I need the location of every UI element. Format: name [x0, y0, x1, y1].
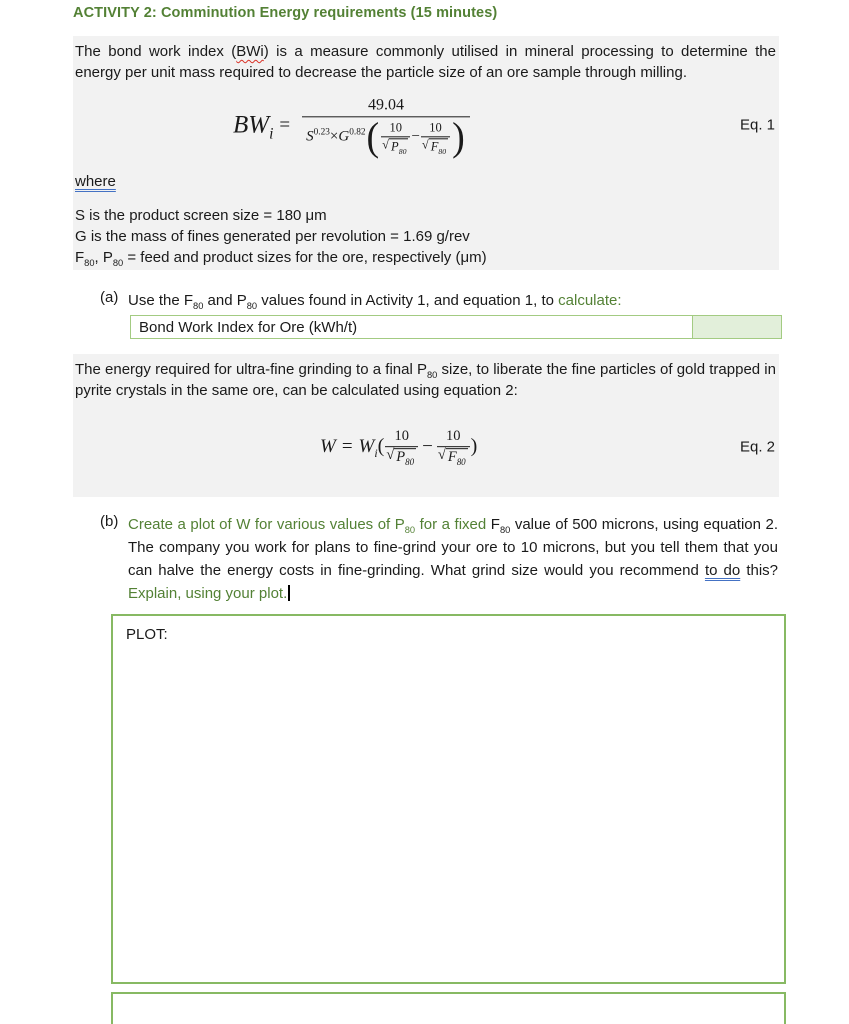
- eq2-left-paren: (: [377, 435, 385, 458]
- item-b: [100, 513, 778, 605]
- definition-f: [75, 247, 779, 268]
- eq1-f-base: F: [430, 139, 439, 154]
- item-b-text: [128, 513, 778, 605]
- para2-p80-sub: 80: [426, 370, 438, 380]
- eq1-numerator: 49.04: [367, 96, 404, 114]
- answer-input-cell[interactable]: [692, 315, 782, 339]
- intro-paragraph: [73, 36, 779, 83]
- eq1-f80-fraction: [421, 120, 450, 156]
- definition-g: G is the mass of fines generated per revolution = 1.69 g/rev: [75, 228, 470, 245]
- item-b-black2: this?: [740, 562, 779, 579]
- definition-s: S is the product screen size = 180 μm: [75, 207, 327, 224]
- eq2-minus: −: [422, 435, 433, 457]
- eq2-p-sub: 80: [405, 457, 415, 468]
- item-a-green-text: calculate:: [558, 292, 622, 309]
- para2-t1: The energy required for ultra-fine grinding to a final P: [75, 361, 427, 378]
- eq2-f80-den: [437, 446, 470, 466]
- def-p-sub: 80: [112, 258, 124, 268]
- eq2-right-paren: ): [470, 435, 478, 458]
- def-f-post: = feed and product sizes for the ore, respectively (μm): [123, 249, 487, 266]
- spellcheck-word-bwi: BWi: [236, 43, 264, 60]
- eq2-f80-fraction: [437, 428, 470, 466]
- def-f-sub: 80: [84, 258, 95, 268]
- def-f-base: F: [75, 249, 85, 266]
- item-a: [100, 289, 778, 312]
- eq1-times: ×: [329, 128, 339, 145]
- eq1-lhs-sub: i: [269, 125, 274, 142]
- equation-1: [233, 96, 470, 160]
- eq1-f80-den: [421, 136, 450, 156]
- eq1-denominator: $S^{0.23}$ × $G^{0.82}$ ( 10 √ $P_{80}$ − 10 √ $F_{80}$ ): [302, 116, 470, 153]
- eq2-f80-num: 10: [446, 428, 461, 445]
- radical-icon: √: [386, 447, 395, 464]
- eq1-minus: −: [411, 128, 420, 145]
- eq1-s-base: S: [306, 128, 314, 145]
- equation-2-row: [73, 401, 779, 493]
- eq1-p-sub: 80: [398, 146, 407, 156]
- where-word: where: [75, 173, 116, 190]
- eq1-p80-den: [381, 136, 410, 156]
- eq1-lhs-base: BW: [233, 111, 270, 138]
- activity-title: ACTIVITY 2: Comminution Energy requirements (15 minutes): [73, 5, 498, 21]
- eq1-equals: =: [279, 114, 291, 135]
- where-heading: [75, 171, 779, 192]
- equation-2: [320, 428, 477, 466]
- radical-icon: √: [382, 137, 390, 152]
- item-b-black1b: value of 500 microns, using equation 2. The company you work for plans to fine-grind your ore to 10 microns, but you tell them that you can halve the energy costs in fine-grinding. What grind size would you recommend: [128, 516, 779, 579]
- para2-t2: size, to liberate the fine particles of gold trapped in pyrite crystals in the same ore, can be calculated using equation 2:: [75, 361, 776, 399]
- eq1-p-base: P: [391, 139, 399, 154]
- eq2-wi-base: W: [358, 435, 375, 457]
- item-a-p80-sub: 80: [246, 301, 258, 311]
- item-a-t1: Use the F: [128, 292, 194, 309]
- plot-label: PLOT:: [126, 626, 168, 643]
- plot-answer-box[interactable]: [111, 614, 786, 984]
- eq2-label: Eq. 2: [739, 438, 775, 456]
- eq2-wi: [359, 436, 378, 458]
- eq2-p80-radicand: [394, 448, 416, 466]
- energy-paragraph: [73, 354, 779, 401]
- def-p-base: , P: [94, 249, 113, 266]
- intro-block: [73, 36, 779, 270]
- eq1-p80-radicand: [389, 138, 408, 156]
- eq1-label: Eq. 1: [739, 116, 775, 134]
- eq2-equals: =: [341, 435, 353, 457]
- answer-table: [130, 315, 782, 339]
- eq1-g-base: G: [338, 128, 350, 145]
- text-cursor: [288, 585, 290, 601]
- eq1-fraction: [302, 96, 470, 160]
- eq2-f-sub: 80: [456, 457, 466, 468]
- definitions-list: [75, 205, 779, 270]
- eq2-p80-num: 10: [394, 428, 409, 445]
- item-b-green1: [128, 516, 491, 533]
- item-b-p80-sub: 80: [404, 525, 416, 535]
- eq1-s-term: [306, 129, 330, 146]
- eq2-f-base: F: [447, 449, 457, 466]
- item-b-label: (b): [100, 513, 119, 530]
- radical-icon: √: [421, 137, 429, 152]
- eq2-p-base: P: [396, 449, 406, 466]
- eq2-wi-sub: i: [374, 446, 378, 460]
- eq2-p80-fraction: [385, 428, 418, 466]
- eq1-lhs: [233, 111, 274, 142]
- item-b-f80-base: F: [490, 516, 500, 533]
- eq1-g-term: [338, 129, 365, 146]
- item-a-t2: and P: [203, 292, 247, 309]
- eq1-f80-num: 10: [429, 120, 442, 135]
- radical-icon: √: [437, 447, 446, 464]
- eq1-p80-num: 10: [389, 120, 403, 135]
- eq1-g-exp: 0.82: [349, 127, 366, 138]
- eq2-w: W: [320, 435, 336, 457]
- item-b-f80-sub: 80: [499, 525, 511, 535]
- eq2-f80-radicand: [446, 448, 468, 466]
- eq2-p80-den: [385, 446, 418, 466]
- energy-block: [73, 354, 779, 497]
- intro-text-post: ) is a measure commonly utilised in mineral processing to determine the energy per unit mass required to decrease the particle size of an ore sample through milling.: [75, 43, 776, 81]
- item-b-green2: Explain, using your plot.: [128, 585, 288, 602]
- eq1-f-sub: 80: [438, 146, 447, 156]
- item-b-green1a: Create a plot of W for various values of P: [128, 516, 405, 533]
- item-a-f80-sub: 80: [193, 301, 204, 311]
- equation-1-row: [73, 83, 779, 167]
- answer-label-cell: Bond Work Index for Ore (kWh/t): [130, 315, 692, 339]
- eq1-s-exp: 0.23: [313, 127, 330, 138]
- item-a-text: [128, 289, 778, 312]
- eq1-p80-fraction: [381, 120, 410, 156]
- intro-text-pre: The bond work index (: [75, 43, 237, 60]
- grammar-underlined-words: to do: [704, 562, 741, 579]
- answer-box-2[interactable]: [111, 992, 786, 1024]
- eq1-f80-radicand: [429, 138, 448, 156]
- item-a-label: (a): [100, 289, 119, 306]
- item-a-t3: values found in Activity 1, and equation 1, to: [257, 292, 559, 309]
- item-b-green1b: for a fixed: [415, 516, 491, 533]
